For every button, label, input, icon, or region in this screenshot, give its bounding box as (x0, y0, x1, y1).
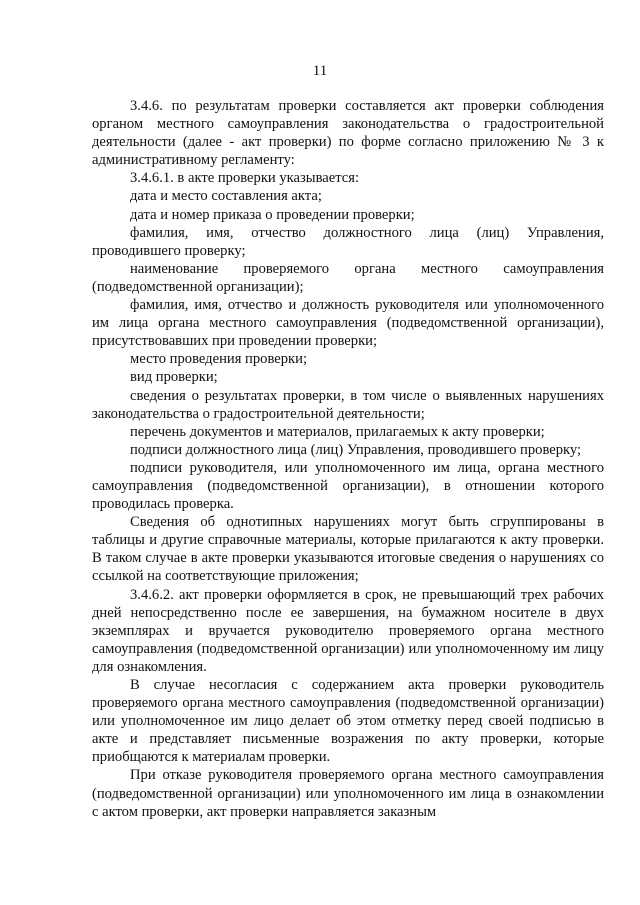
list-item-official: фамилия, имя, отчество должностного лица (лиц) Управления, проводившего проверку; (92, 224, 604, 259)
page-number: 11 (312, 63, 328, 79)
paragraph-3-4-6-1: 3.4.6.1. в акте проверки указывается: (130, 170, 360, 187)
list-item-organ-name: наименование проверяемого органа местного самоуправления (подведомственной организации); (92, 260, 604, 295)
list-item-documents: перечень документов и материалов, прилагаемых к акту проверки; (130, 423, 545, 440)
list-item-order: дата и номер приказа о проведении проверки; (130, 206, 415, 223)
paragraph-3-4-6-2: 3.4.6.2. акт проверки оформляется в срок, не превышающий трех рабочих дней непосредственно после ее завершения, на бумажном носителе в двух экземплярах и вручается руководителю проверяемого органа местного самоуправления (подведомственной организации) или уполномоченному им лицу для ознакомления. (92, 586, 604, 675)
paragraph-disagreement: В случае несогласия с содержанием акта проверки руководитель проверяемого органа местного самоуправления (подведомственной организации) или уполномоченное им лицо делает об этом отметку перед своей подписью в акте и представляет письменные возражения по акту проверки, которые приобщаются к материалам проверки. (92, 677, 604, 766)
paragraph-grouping: Сведения об однотипных нарушениях могут быть сгруппированы в таблицы и другие справочные материалы, которые прилагаются к акту проверки. В таком случае в акте проверки указываются итоговые сведения о нарушениях со ссылкой на соответствующие приложения; (92, 514, 604, 585)
list-item-type: вид проверки; (130, 369, 218, 386)
list-item-place: место проведения проверки; (130, 351, 307, 368)
list-item-official-signatures: подписи должностного лица (лиц) Управления, проводившего проверку; (130, 441, 582, 458)
list-item-results: сведения о результатах проверки, в том числе о выявленных нарушениях законодательства о градостроительной деятельности; (92, 387, 604, 422)
list-item-head: фамилия, имя, отчество и должность руководителя или уполномоченного им лица органа местного самоуправления (подведомственной организации), присутствовавших при проведении проверки; (92, 297, 604, 350)
paragraph-3-4-6: 3.4.6. по результатам проверки составляется акт проверки соблюдения органом местного самоуправления законодательства о градостроительной деятельности (далее - акт проверки) по форме согласно приложению № 3 к административному регламенту: (92, 98, 604, 169)
list-item-head-signatures: подписи руководителя, или уполномоченного им лица, органа местного самоуправления (подведомственной организации), в отношении которого проводилась проверка. (92, 459, 604, 513)
document-body (92, 97, 604, 821)
list-item-date-place: дата и место составления акта; (130, 188, 322, 205)
paragraph-refusal: При отказе руководителя проверяемого органа местного самоуправления (подведомственной организации) или уполномоченного им лица в ознакомлении с актом проверки, акт проверки направляется заказным (92, 767, 604, 820)
